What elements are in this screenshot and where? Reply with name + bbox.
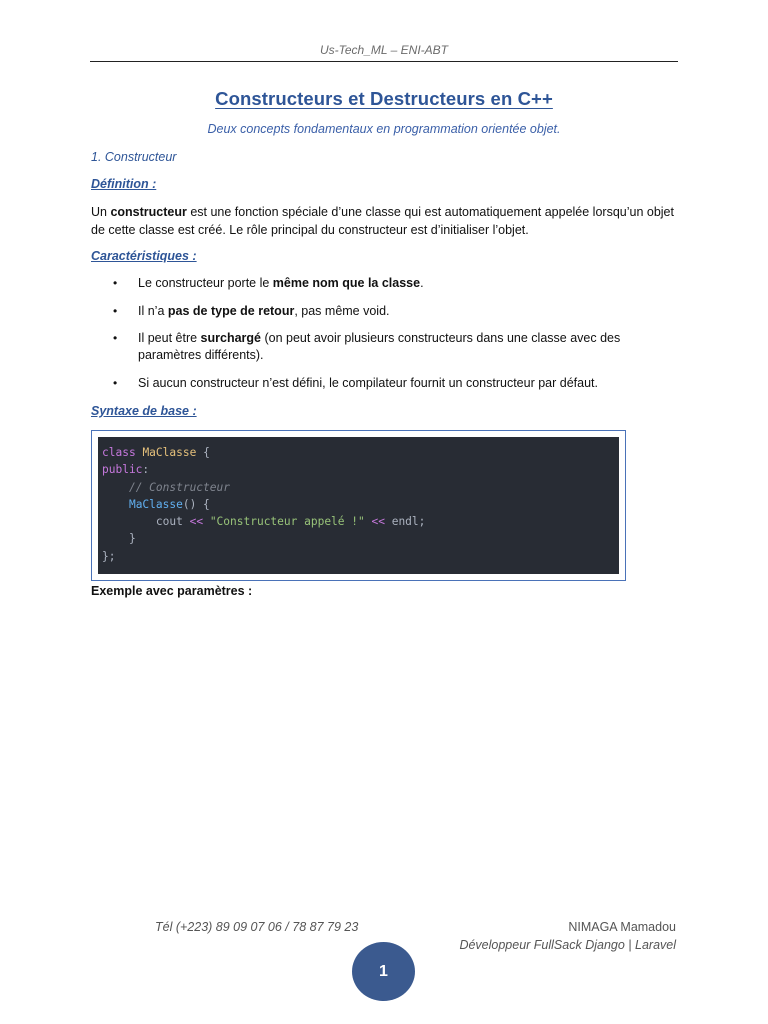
- code-text: endl;: [384, 515, 426, 529]
- footer-author-name: NIMAGA Mamadou: [568, 920, 676, 934]
- code-line: [102, 444, 615, 461]
- definition-bold-term: constructeur: [110, 205, 187, 219]
- section-heading: 1. Constructeur: [91, 150, 177, 164]
- syntax-heading: Syntaxe de base :: [91, 404, 197, 418]
- definition-text-2: est une fonction spéciale d’une classe qui est automatiquement appelée lorsqu’un objet de cette classe est créé. Le rôle principal du constructeur est d’initialiser l’objet.: [91, 205, 674, 237]
- definition-paragraph: [91, 203, 681, 239]
- bullet-text: Il n’a: [138, 303, 168, 318]
- code-text: () {: [182, 497, 210, 511]
- bullet-icon: •: [113, 276, 118, 290]
- code-class-name: MaClasse: [142, 446, 197, 459]
- code-operator: <<: [371, 515, 385, 529]
- bullet-icon: •: [113, 375, 118, 390]
- code-indent: [102, 481, 129, 494]
- footer-author-role: Développeur FullSack Django | Laravel: [459, 938, 676, 952]
- code-comment: // Constructeur: [128, 480, 230, 494]
- bullet-text: (on peut avoir plusieurs constructeurs dans une classe avec des paramètres différents).: [138, 331, 621, 362]
- list-item: [110, 275, 680, 292]
- bullet-text: Si aucun constructeur n’est défini, le compilateur fournit un constructeur par défaut.: [138, 375, 598, 390]
- code-keyword: class: [102, 446, 136, 459]
- code-indent: [102, 515, 156, 528]
- bullet-text: , pas même void.: [294, 303, 390, 318]
- code-line: [102, 461, 615, 478]
- code-line: }: [102, 532, 136, 546]
- page-number-badge: 1: [352, 942, 415, 1001]
- page-header: Us-Tech_ML – ENI-ABT: [319, 43, 449, 57]
- code-indent: [102, 498, 129, 511]
- characteristics-heading: Caractéristiques :: [91, 249, 197, 263]
- code-operator: <<: [189, 515, 204, 529]
- code-line: [102, 496, 615, 513]
- definition-text-1: Un: [91, 205, 111, 219]
- code-block-frame: [91, 430, 626, 581]
- bullet-bold: même nom que la classe: [272, 276, 421, 290]
- list-item: [110, 375, 680, 392]
- code-line: };: [102, 549, 116, 563]
- bullet-bold: surchargé: [200, 331, 261, 345]
- bullet-icon: •: [113, 303, 118, 318]
- bullet-text: .: [420, 276, 424, 290]
- list-item: [110, 303, 680, 320]
- example-heading: Exemple avec paramètres :: [91, 584, 253, 598]
- code-text: cout: [155, 515, 190, 529]
- code-function-name: MaClasse: [128, 497, 183, 511]
- bullet-icon: •: [113, 331, 118, 345]
- code-text: {: [196, 446, 210, 459]
- code-line: [102, 479, 615, 496]
- characteristics-list: [110, 275, 680, 402]
- list-item: [110, 330, 680, 364]
- code-block: [98, 437, 619, 574]
- bullet-text: Le constructeur porte le: [138, 276, 273, 290]
- bullet-bold: pas de type de retour: [167, 303, 295, 318]
- document-title: Constructeurs et Destructeurs en C++: [215, 88, 553, 109]
- document-subtitle: Deux concepts fondamentaux en programmation orientée objet.: [207, 122, 561, 136]
- code-string: "Constructeur appelé !": [209, 515, 365, 529]
- definition-heading: Définition :: [91, 177, 157, 191]
- bullet-text: Il peut être: [138, 331, 201, 345]
- code-keyword: public: [102, 463, 143, 477]
- header-rule: [90, 61, 678, 62]
- code-text: :: [142, 463, 150, 477]
- footer-phone: Tél (+223) 89 09 07 06 / 78 87 79 23: [155, 920, 359, 934]
- code-line: [102, 513, 615, 530]
